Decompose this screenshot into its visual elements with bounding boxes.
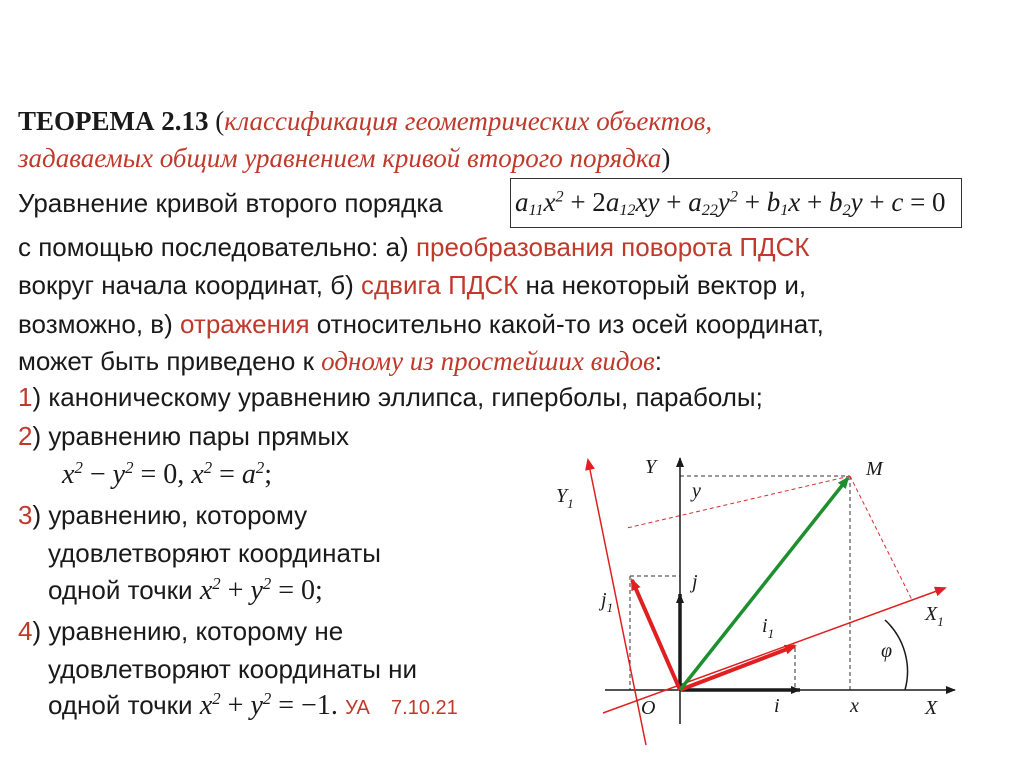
formula-point: $x^2 + y^2 = 0$; [199,573,323,606]
paren-open: ( [208,106,225,136]
equation-intro: Уравнение кривой второго порядка [18,188,443,218]
list-item-4-cont: удовлетворяют координаты ни [48,654,418,684]
label-y-coord: y [692,480,701,502]
list-item-3-cont: удовлетворяют координаты [48,538,381,568]
theorem-subtitle-2: задаваемых общим уравнением кривой второго порядка [18,143,662,173]
list-item-1: 1) каноническому уравнению эллипса, гиперболы, параболы; [18,382,763,412]
list-item-4-cont-2: одной точки $x^2 + y^2 = -1$. УА 7.10.21 [48,688,458,721]
stamp-date: 7.10.21 [391,697,458,719]
paren-close: ) [661,143,671,173]
label-x-axis: X [925,697,938,719]
label-x-coord: x [850,695,859,717]
label-origin: O [641,697,656,719]
theorem-title: ТЕОРЕМА 2.13 [18,106,209,136]
rotated-projection-lines [627,476,912,600]
formula-empty: $x^2 + y^2 = -1$. [199,688,338,721]
formula-pair-lines: $x^2 - y^2 = 0$, $x^2 = a^2$; [62,457,273,490]
label-i1: $i_1$ [762,615,775,641]
projection-lines [630,476,850,690]
label-m: M [866,458,883,480]
label-y-axis: Y [645,456,657,478]
label-j: j [692,571,698,593]
list-item-3-cont-2: одной точки $x^2 + y^2 = 0$; [48,573,323,606]
body-line-6: возможно, в) отражения относительно какой-то из осей координат, [18,309,824,339]
list-item-2: 2) уравнению пары прямых [18,421,350,451]
list-item-3: 3) уравнению, которому [18,500,308,530]
theorem-subtitle-1: классификация геометрических объектов, [224,106,713,136]
label-phi: φ [881,640,893,662]
label-x1-axis: $X_1$ [925,603,944,629]
body-line-7: может быть приведено к одному из простейших видов: [18,346,663,376]
body-line-4: с помощью последовательно: а) преобразования поворота ПДСК [18,232,810,262]
label-i: i [774,695,780,717]
list-item-4: 4) уравнению, которому не [18,616,344,646]
label-y1-axis: $Y_1$ [556,485,574,511]
y1-axis [588,460,646,745]
general-equation-box: $a_{11}x^2 + 2a_{12}xy + a_{22}y^2 + b_1x + b_2y + c = 0$ [510,178,962,228]
label-j1: $j_1$ [601,589,614,615]
body-line-5: вокруг начала координат, б) сдвига ПДСК на некоторый вектор и, [18,270,807,300]
j1-vector [632,580,680,690]
stamp-initials: УА [345,697,370,719]
